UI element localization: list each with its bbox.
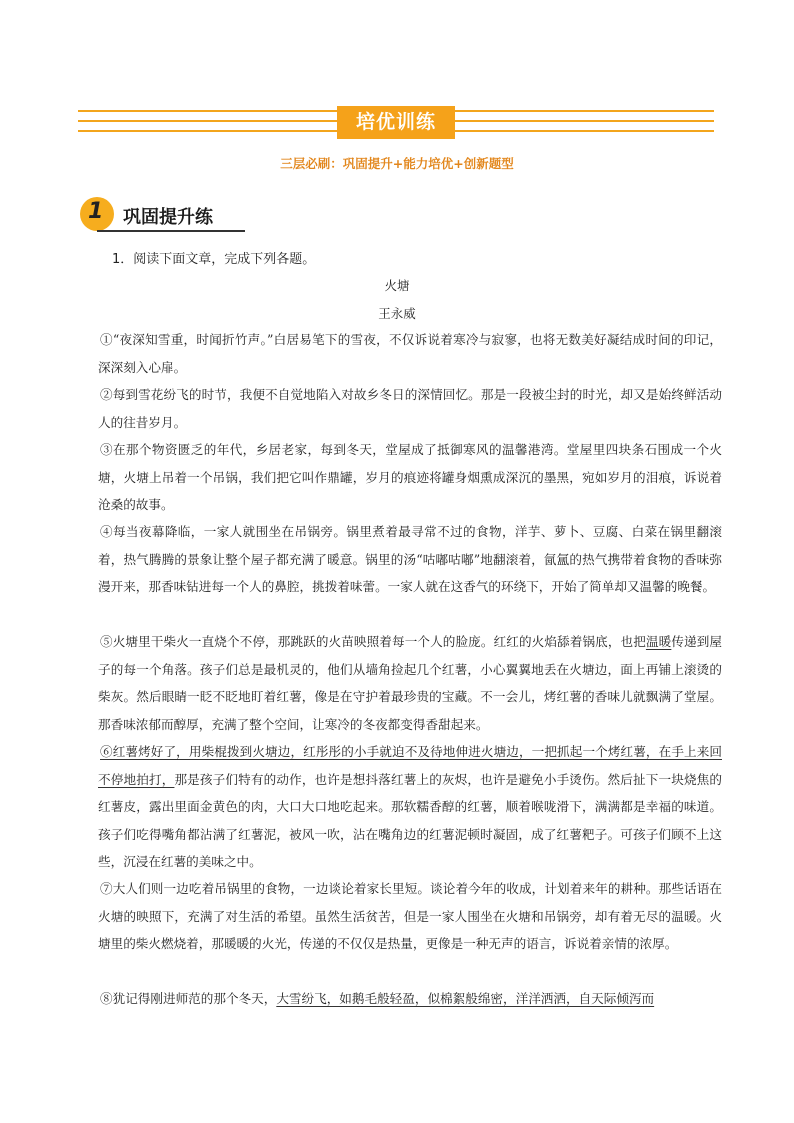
header-banner: 培优训练 [337,106,455,139]
underlined-text: 温暖 [645,634,672,649]
underlined-text: 大雪纷飞，如鹅毛般轻盈，似棉絮般绵密，洋洋洒洒，自天际倾泻而 [276,991,655,1006]
article-paragraph [98,436,722,519]
section-underline [97,230,245,232]
paragraph-text: ⑦大人们则一边吃着吊锅里的食物，一边谈论着家长里短。谈论着今年的收成，计划着来年的耕种。那些话语在火塘的映照下，充满了对生活的希望。虽然生活贫苦，但是一家人围坐在火塘和吊锅旁，却有着无尽的温暖。火塘里的柴火燃烧着，那暖暖的火光，传递的不仅仅是热量，更像是一种无声的语言，诉说着亲情的浓厚。 [98,881,722,951]
paragraph-text: ③在那个物资匮乏的年代，乡居老家，每到冬天，堂屋成了抵御寒风的温馨港湾。堂屋里四块条石围成一个火塘，火塘上吊着一个吊锅，我们把它叫作鼎罐，岁月的痕迹将罐身烟熏成深沉的墨黑，宛如岁月的泪痕，诉说着沧桑的故事。 [98,442,722,512]
paragraph-text: ⑤火塘里干柴火一直烧个不停，那跳跃的火苗映照着每一个人的脸庞。红红的火焰舔着锅底，也把 [100,634,646,649]
article-paragraph [98,985,722,1013]
section-number: 1 [88,199,104,224]
article-paragraph [98,518,722,601]
article-title: 火塘 [384,278,410,293]
underlined-text: ⑥红薯烤好了，用柴棍拨到火塘边，红彤彤的小手就迫不及待地伸进火塘边，一把抓起一个烤红薯，在手上来回不停地拍打， [98,744,722,787]
article-paragraph [98,381,722,436]
header-subtitle: 三层必刷：巩固提升+能力培优+创新题型 [280,156,514,171]
article-paragraph [98,875,722,958]
article-paragraph [98,628,722,738]
article-paragraph [98,326,722,381]
paragraph-text: ⑧犹记得刚进师范的那个冬天， [100,991,277,1006]
paragraph-text: 那是孩子们特有的动作，也许是想抖落红薯上的灰烬，也许是避免小手烫伤。然后扯下一块烧焦的红薯皮，露出里面金黄色的肉，大口大口地吃起来。那软糯香醇的红薯，顺着喉咙滑下，满满都是幸福的味道。孩子们吃得嘴角都沾满了红薯泥，被风一吹，沾在嘴角边的红薯泥顿时凝固，成了红薯粑子。可孩子们顾不上这些，沉浸在红薯的美味之中。 [98,771,723,869]
article-author: 王永威 [378,306,416,321]
paragraph-text: 传递到屋子的每一个角落。孩子们总是最机灵的，他们从墙角捡起几个红薯，小心翼翼地丢在火塘边，面上再铺上滚烫的柴灰。然后眼睛一眨不眨地盯着红薯，像是在守护着最珍贵的宝藏。不一会儿，烤红薯的香味儿就飘满了堂屋。那香味浓郁而醇厚，充满了整个空间，让寒冷的冬夜都变得香甜起来。 [98,634,723,732]
section-title: 巩固提升练 [123,207,213,228]
article-paragraph [98,738,722,876]
paragraph-text: ②每到雪花纷飞的时节，我便不自觉地陷入对故乡冬日的深情回忆。那是一段被尘封的时光，却又是始终鲜活动人的往昔岁月。 [98,387,722,430]
paragraph-text: ④每当夜幕降临，一家人就围坐在吊锅旁。锅里煮着最寻常不过的食物，洋芋、萝卜、豆腐、白菜在锅里翻滚着，热气腾腾的景象让整个屋子都充满了暖意。锅里的汤“咕嘟咕嘟”地翻滚着，氤氲的热气携带着食物的香味弥漫开来，那香味钻进每一个人的鼻腔，挑拨着味蕾。一家人就在这香气的环绕下，开始了简单却又温馨的晚餐。 [98,524,722,594]
paragraph-text: ①“夜深知雪重，时闻折竹声。”白居易笔下的雪夜，不仅诉说着寒冷与寂寥，也将无数美好凝结成时间的印记，深深刻入心扉。 [98,332,722,375]
question-prompt: 1．阅读下面文章，完成下列各题。 [112,252,316,267]
